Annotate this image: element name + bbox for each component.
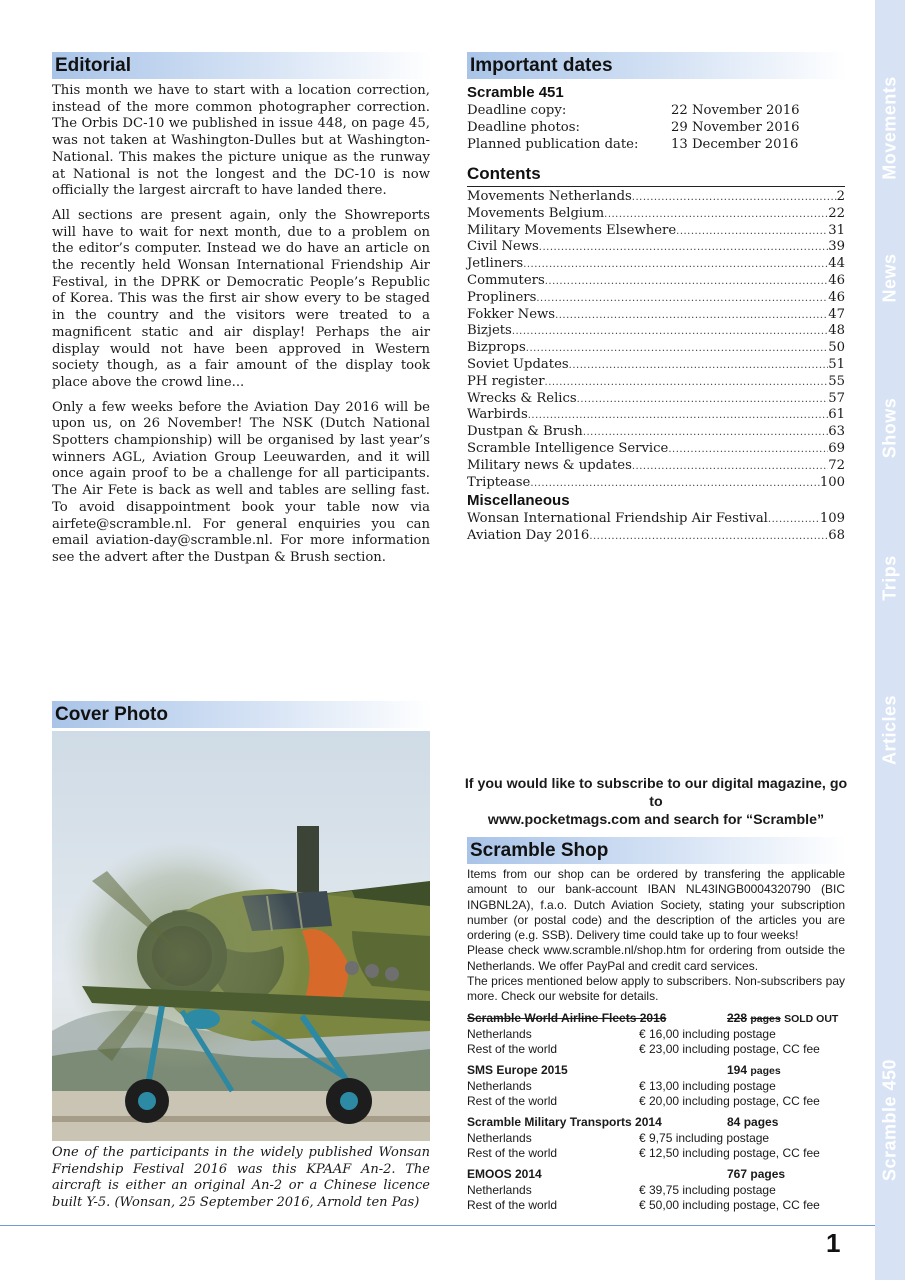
toc-entry-page: 22 bbox=[828, 205, 845, 221]
shop-item-name: EMOOS 2014 bbox=[467, 1167, 542, 1181]
date-row-publication bbox=[467, 137, 845, 154]
price-value: € 50,00 including postage, CC fee bbox=[639, 1198, 820, 1213]
toc-dot-leader bbox=[545, 375, 829, 392]
date-label: Deadline photos: bbox=[467, 120, 580, 135]
toc-entry[interactable] bbox=[467, 307, 845, 324]
toc-entry-page: 46 bbox=[828, 289, 845, 305]
footer-rule bbox=[0, 1225, 875, 1226]
shop-intro-paragraph: Please check www.scramble.nl/shop.htm for ordering from outside the Netherlands. We offer PayPal and credit card services. bbox=[467, 943, 845, 973]
price-value: € 23,00 including postage, CC fee bbox=[639, 1042, 820, 1057]
toc-entry-title: Dustpan & Brush bbox=[467, 424, 583, 440]
toc-entry-page: 47 bbox=[828, 306, 845, 322]
toc-dot-leader bbox=[768, 512, 820, 529]
next-issue-label: Scramble 451 bbox=[467, 84, 564, 101]
contents-divider bbox=[467, 186, 845, 187]
toc-dot-leader bbox=[583, 425, 828, 442]
toc-entry-title: Wrecks & Relics bbox=[467, 390, 577, 406]
toc-entry[interactable] bbox=[467, 223, 845, 240]
toc-entry-page: 72 bbox=[828, 457, 845, 473]
price-region: Netherlands bbox=[467, 1026, 532, 1041]
shop-intro-paragraph: Items from our shop can be ordered by transfering the applicable amount to our bank-account IBAN NL43INGB0004320790 (BIC INGBNL2A), f.a.o. Dutch Aviation Society, stating your subscription number (or postal code) and the description of the articles you are ordering (e.g. SSB). Delivery time could take up to four weeks! bbox=[467, 867, 845, 943]
cover-photo-image bbox=[52, 731, 430, 1141]
toc-dot-leader bbox=[569, 358, 829, 375]
date-label: Planned publication date: bbox=[467, 137, 639, 152]
toc-entry[interactable] bbox=[467, 206, 845, 223]
price-region: Rest of the world bbox=[467, 1042, 558, 1057]
shop-item bbox=[467, 1063, 845, 1110]
toc-entry-title: Wonsan International Friendship Air Festival bbox=[467, 511, 768, 526]
toc-entry[interactable] bbox=[467, 528, 845, 545]
toc-entry-page: 48 bbox=[828, 323, 845, 339]
toc-dot-leader bbox=[589, 529, 828, 546]
toc-entry-title: Military news & updates bbox=[467, 457, 632, 473]
toc-dot-leader bbox=[545, 274, 829, 291]
toc-entry-title: Aviation Day 2016 bbox=[467, 527, 590, 543]
toc-entry-page: 51 bbox=[828, 356, 845, 372]
toc-entry-page: 46 bbox=[828, 272, 845, 288]
shop-item-name: Scramble Military Transports 2014 bbox=[467, 1115, 662, 1129]
date-value: 22 November 2016 bbox=[671, 103, 800, 118]
sold-out-badge: SOLD OUT bbox=[784, 1013, 839, 1025]
toc-dot-leader bbox=[555, 308, 828, 325]
price-value: € 39,75 including postage bbox=[639, 1182, 776, 1197]
shop-item-pages: 767 pages bbox=[727, 1167, 786, 1181]
toc-entry[interactable] bbox=[467, 441, 845, 458]
toc-entry[interactable] bbox=[467, 323, 845, 340]
shop-item bbox=[467, 1167, 845, 1214]
toc-entry[interactable] bbox=[467, 374, 845, 391]
editorial-heading: Editorial bbox=[52, 52, 432, 79]
toc-entry-page: 68 bbox=[828, 527, 845, 543]
toc-entry[interactable] bbox=[467, 391, 845, 408]
toc-entry-title: Jetliners bbox=[467, 256, 524, 272]
toc-entry-title: Bizjets bbox=[467, 323, 512, 339]
toc-entry[interactable] bbox=[467, 475, 845, 492]
toc-entry[interactable] bbox=[467, 189, 845, 206]
toc-entry-title: Fokker News bbox=[467, 306, 556, 322]
toc-entry-page: 31 bbox=[828, 222, 845, 238]
toc-dot-leader bbox=[539, 240, 828, 257]
toc-entry-page: 61 bbox=[828, 407, 845, 423]
toc-entry-page: 69 bbox=[828, 440, 845, 456]
shop-intro bbox=[467, 867, 845, 1005]
toc-entry-title: Scramble Intelligence Service bbox=[467, 440, 669, 456]
misc-heading: Miscellaneous bbox=[467, 492, 570, 509]
toc-entry-page: 109 bbox=[819, 511, 845, 526]
toc-entry[interactable] bbox=[467, 256, 845, 273]
shop-item-name: Scramble World Airline Fleets 2016 bbox=[467, 1011, 667, 1025]
toc-dot-leader bbox=[512, 324, 828, 341]
toc-entry[interactable] bbox=[467, 357, 845, 374]
toc-entry-title: Soviet Updates bbox=[467, 356, 569, 372]
shop-intro-paragraph: The prices mentioned below apply to subscribers. Non-subscribers pay more. Check our website for details. bbox=[467, 974, 845, 1004]
toc-entry[interactable] bbox=[467, 273, 845, 290]
price-value: € 9,75 including postage bbox=[639, 1130, 770, 1145]
toc-entry[interactable] bbox=[467, 424, 845, 441]
toc-entry-page: 2 bbox=[836, 189, 845, 204]
shop-item-pages: 194 pages bbox=[727, 1063, 781, 1077]
section-sidebar: Movements News Shows Trips Articles Scramble 450 bbox=[875, 0, 905, 1280]
toc-dot-leader bbox=[536, 291, 828, 308]
toc-entry[interactable] bbox=[467, 458, 845, 475]
subscribe-link-line[interactable]: www.pocketmags.com and search for “Scramble” bbox=[487, 812, 825, 828]
toc-entry[interactable] bbox=[467, 511, 845, 528]
shop-item-name: SMS Europe 2015 bbox=[467, 1063, 568, 1077]
toc-dot-leader bbox=[604, 207, 828, 224]
date-label: Deadline copy: bbox=[467, 103, 567, 118]
toc-entry[interactable] bbox=[467, 290, 845, 307]
price-region: Rest of the world bbox=[467, 1198, 558, 1213]
toc-entry-page: 57 bbox=[828, 390, 845, 406]
price-value: € 16,00 including postage bbox=[639, 1026, 776, 1041]
table-of-contents bbox=[467, 189, 845, 491]
shop-item-pages: 228 pages SOLD OUT bbox=[727, 1011, 839, 1025]
toc-entry-page: 39 bbox=[828, 239, 845, 255]
toc-dot-leader bbox=[668, 442, 828, 459]
toc-entry-page: 50 bbox=[828, 340, 845, 356]
toc-entry-title: PH register bbox=[467, 373, 545, 389]
toc-entry-page: 55 bbox=[828, 373, 845, 389]
editorial-paragraph: Only a few weeks before the Aviation Day 2016 will be upon us, on 26 November! The NSK (Dutch National Spotters championship) will be organised by last year’s winners AGL, Aviation Group Leeuwarden, and it will once again proof to be a challenge for all participants. The Air Fete is back as well and tables are selling fast. To avoid disappointment book your table now via airfete@scramble.nl. For general enquiries you can email aviation-day@scramble.nl. For more information see the advert after the Dustpan & Brush section. bbox=[52, 399, 430, 565]
price-region: Netherlands bbox=[467, 1078, 532, 1093]
toc-entry[interactable] bbox=[467, 239, 845, 256]
shop-item bbox=[467, 1011, 845, 1058]
toc-entry-title: Commuters bbox=[467, 272, 545, 288]
toc-entry-title: Propliners bbox=[467, 289, 537, 305]
price-value: € 12,50 including postage, CC fee bbox=[639, 1146, 820, 1161]
editorial-body bbox=[52, 83, 430, 575]
date-row-copy bbox=[467, 103, 845, 120]
cover-photo-caption: One of the participants in the widely published Wonsan Friendship Festival 2016 was this KPAAF An-2. The aircraft is either an original An-2 or a Chinese licence built Y-5. (Wonsan, 25 September 2016, Arnold ten Pas) bbox=[52, 1145, 430, 1210]
price-region: Netherlands bbox=[467, 1182, 532, 1197]
contents-heading: Contents bbox=[467, 164, 541, 183]
important-dates-heading: Important dates bbox=[467, 52, 847, 79]
toc-entry-page: 63 bbox=[828, 424, 845, 440]
toc-dot-leader bbox=[523, 257, 828, 274]
shop-heading: Scramble Shop bbox=[467, 837, 847, 864]
toc-entry[interactable] bbox=[467, 407, 845, 424]
subscribe-notice bbox=[462, 775, 850, 829]
toc-dot-leader bbox=[526, 341, 828, 358]
date-value: 13 December 2016 bbox=[671, 137, 799, 152]
toc-entry-title: Civil News bbox=[467, 239, 539, 255]
misc-contents bbox=[467, 511, 845, 545]
date-value: 29 November 2016 bbox=[671, 120, 800, 135]
price-region: Rest of the world bbox=[467, 1094, 558, 1109]
toc-entry-title: Military Movements Elsewhere bbox=[467, 222, 677, 238]
toc-dot-leader bbox=[530, 476, 820, 493]
toc-dot-leader bbox=[632, 459, 828, 476]
page-number: 1 bbox=[826, 1228, 841, 1258]
date-row-photos bbox=[467, 120, 845, 137]
toc-dot-leader bbox=[632, 190, 837, 207]
shop-item-pages: 84 pages bbox=[727, 1115, 779, 1129]
cover-photo-heading: Cover Photo bbox=[52, 701, 432, 728]
toc-entry-title: Bizprops bbox=[467, 340, 526, 356]
subscribe-line: If you would like to subscribe to our digital magazine, go to bbox=[464, 776, 848, 810]
toc-dot-leader bbox=[577, 392, 829, 409]
shop-item bbox=[467, 1115, 845, 1162]
editorial-paragraph: All sections are present again, only the Showreports will have to wait for next month, due to a problem on the editor’s computer. Instead we do have an article on the recently held Wonsan International Friendship Air Festival, in the DPRK or Democratic People’s Republic of Korea. This was the first air show every to be staged in the country and the visitors were treated to a magnificent static and air display! Perhaps the air display would not have been approved in Western society though, as a fair amount of the display took place above the crowd line... bbox=[52, 207, 430, 390]
price-region: Rest of the world bbox=[467, 1146, 558, 1161]
toc-entry-title: Movements Netherlands bbox=[467, 189, 632, 204]
toc-entry-page: 100 bbox=[819, 474, 845, 490]
price-value: € 20,00 including postage, CC fee bbox=[639, 1094, 820, 1109]
toc-entry[interactable] bbox=[467, 340, 845, 357]
toc-dot-leader bbox=[528, 408, 828, 425]
toc-entry-title: Triptease bbox=[467, 474, 531, 490]
price-region: Netherlands bbox=[467, 1130, 532, 1145]
price-value: € 13,00 including postage bbox=[639, 1078, 776, 1093]
editorial-paragraph: This month we have to start with a location correction, instead of the more common photographer correction. The Orbis DC-10 we published in issue 448, on page 45, was not taken at Washington-Dulles but at Washington-National. This makes the picture unique as the runway at National is not the longest and the DC-10 is now officially the largest aircraft to have landed there. bbox=[52, 83, 430, 199]
toc-entry-title: Warbirds bbox=[467, 407, 528, 423]
toc-entry-page: 44 bbox=[828, 256, 845, 272]
toc-dot-leader bbox=[676, 224, 828, 241]
toc-entry-title: Movements Belgium bbox=[467, 205, 605, 221]
